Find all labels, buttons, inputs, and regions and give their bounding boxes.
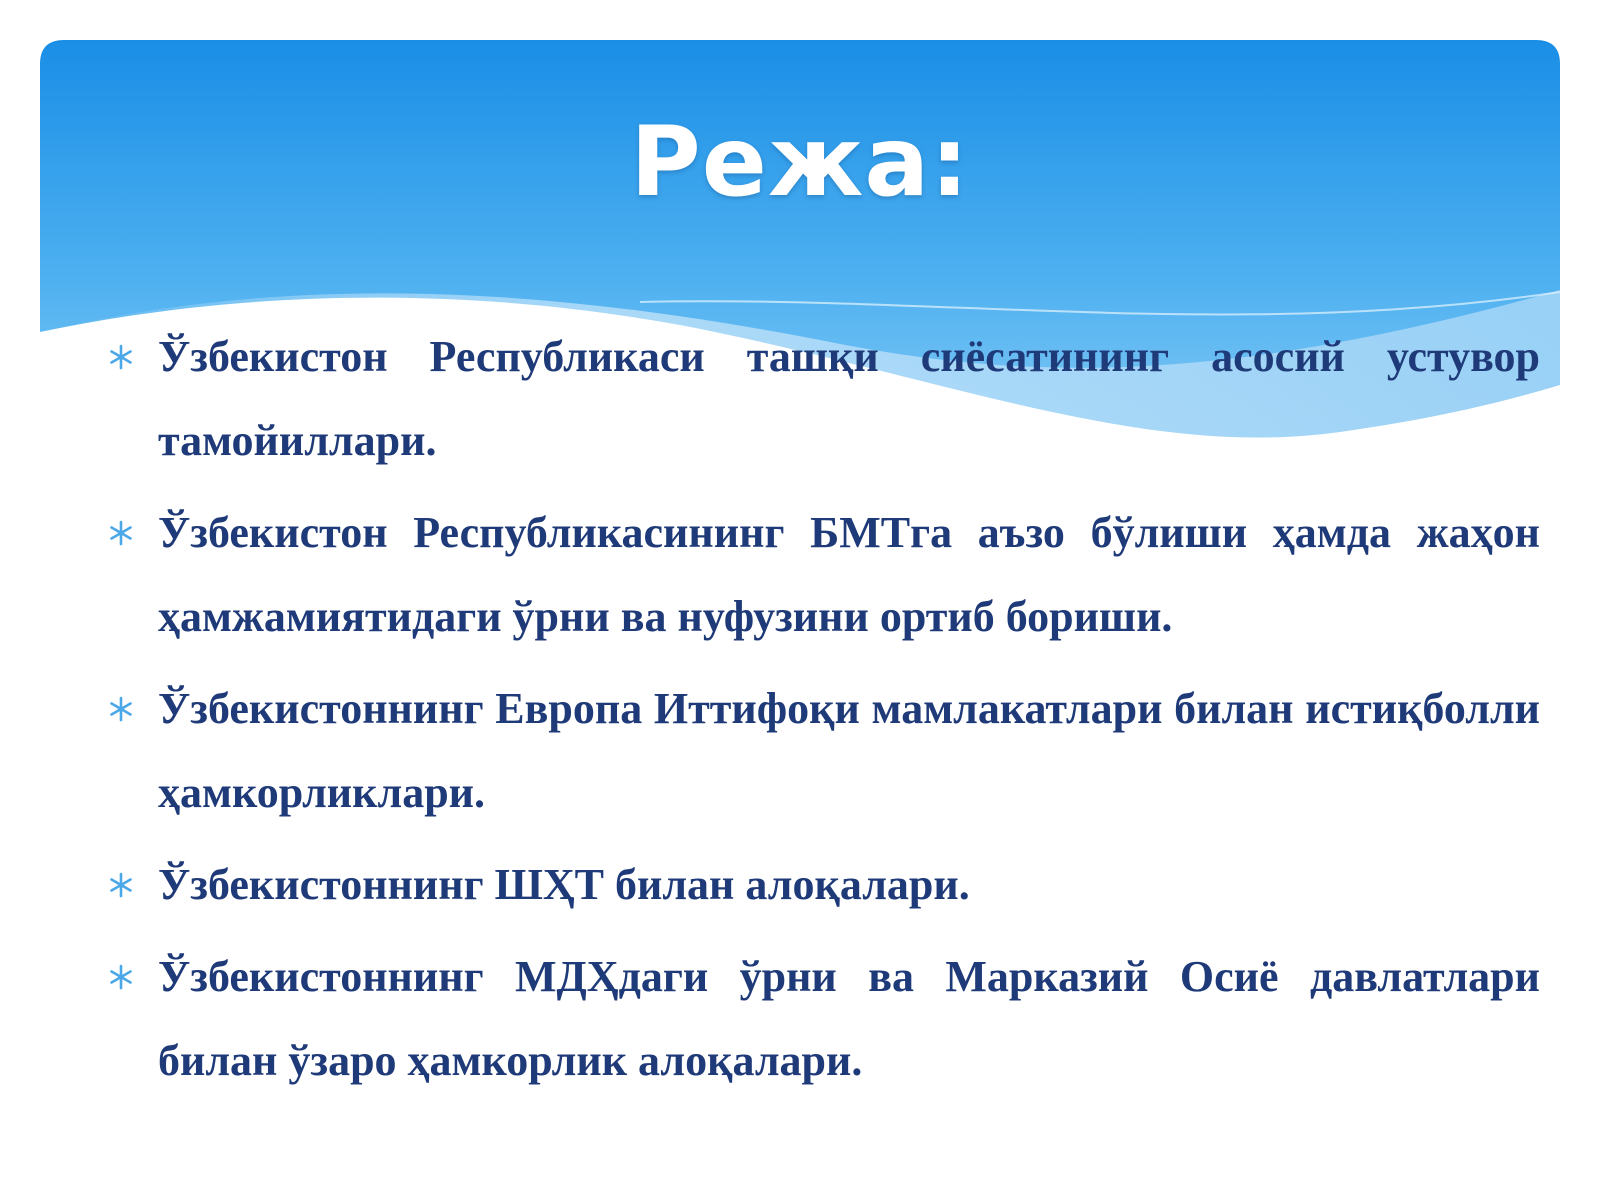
- bullet-text: Ўзбекистоннинг МДҲдаги ўрни ва Марказий Осиё давлатлари билан ўзаро ҳамкорлик алоқалари.: [158, 952, 1540, 1085]
- asterisk-icon: [108, 315, 158, 399]
- bullet-text: Ўзбекистоннинг ШҲТ билан алоқалари.: [158, 860, 970, 909]
- asterisk-icon: [108, 843, 158, 927]
- bullet-text: Ўзбекистоннинг Европа Иттифоқи мамлакатлари билан истиқболли ҳамкорликлари.: [158, 684, 1540, 817]
- list-item: [108, 491, 1540, 659]
- bullet-list: [108, 315, 1540, 1111]
- asterisk-icon: [108, 491, 158, 575]
- asterisk-icon: [108, 935, 158, 1019]
- list-item: [108, 935, 1540, 1103]
- bullet-text: Ўзбекистон Республикаси ташқи сиёсатининг асосий устувор тамойиллари.: [158, 332, 1540, 465]
- list-item: [108, 315, 1540, 483]
- slide-title: Режа:: [630, 106, 970, 218]
- bullet-text: Ўзбекистон Республикасининг БМТга аъзо бўлиши ҳамда жаҳон ҳамжамиятидаги ўрни ва нуфузини ортиб бориши.: [158, 508, 1540, 641]
- asterisk-icon: [108, 667, 158, 751]
- list-item: [108, 667, 1540, 835]
- list-item: [108, 843, 1540, 927]
